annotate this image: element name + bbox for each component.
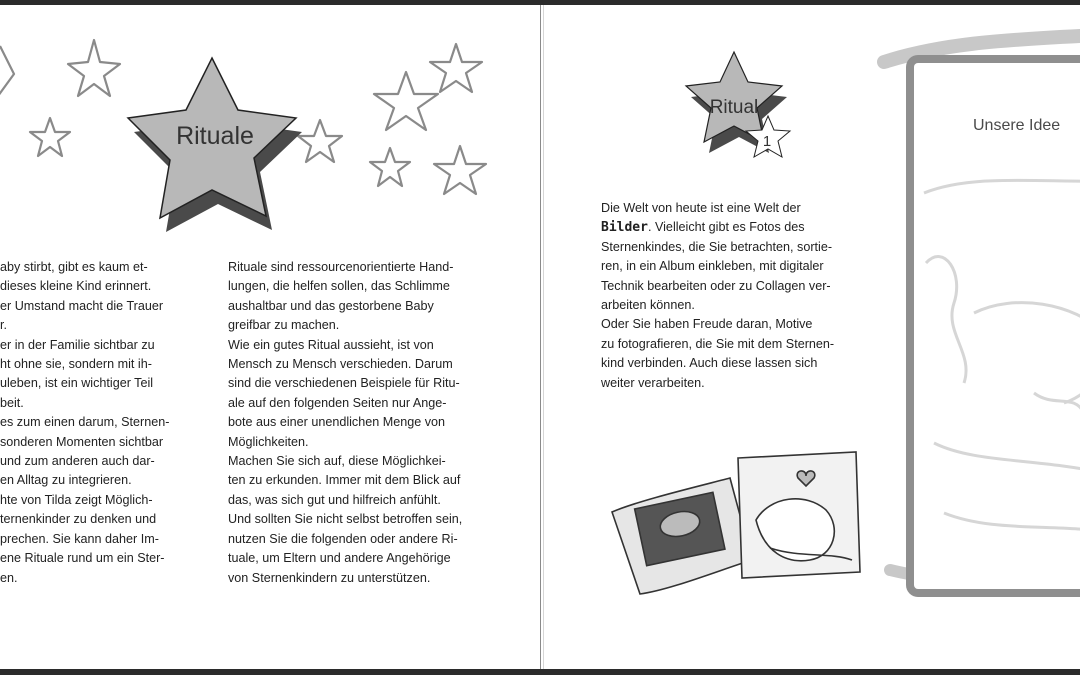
emphasis-word: Bilder xyxy=(601,220,648,236)
text-line: sonderen Momenten sichtbar xyxy=(0,434,164,449)
text-line: und zum anderen auch dar- xyxy=(0,454,155,469)
text-line: nutzen Sie die folgenden oder andere Ri- xyxy=(228,531,458,546)
title-star-label: Rituale xyxy=(176,122,254,150)
text-line: prechen. Sie kann daher Im- xyxy=(0,531,159,546)
left-text-column-b xyxy=(228,258,483,588)
text-fragment: . Vielleicht gibt es Fotos des xyxy=(647,220,805,235)
sketch-star-icon xyxy=(374,72,438,130)
text-line: aby stirbt, gibt es kaum et- xyxy=(0,260,148,274)
text-line: Mensch zu Mensch verschieden. Darum xyxy=(228,357,453,372)
ritual-label: Ritual xyxy=(709,97,759,118)
text-line: en. xyxy=(0,570,18,585)
text-line: ene Rituale rund um ein Ster- xyxy=(0,551,165,566)
text-line: Sternenkindes, die Sie betrachten, sortie- xyxy=(601,239,833,254)
ritual-number: 1 xyxy=(762,133,772,150)
frame-title: Unsere Idee xyxy=(973,117,1061,134)
text-line: Wie ein gutes Ritual aussieht, ist von xyxy=(228,337,434,352)
bottom-edge-bar xyxy=(0,669,1080,675)
text-line: es zum einen darum, Sternen- xyxy=(0,415,170,430)
right-text-column xyxy=(601,199,858,393)
text-line: Rituale sind ressourcenorientierte Hand- xyxy=(228,260,454,274)
sketch-star-icon xyxy=(30,118,70,156)
text-line: er Umstand macht die Trauer xyxy=(0,298,164,313)
text-line: Oder Sie haben Freude daran, Motive xyxy=(601,317,813,332)
text-line: ternenkinder zu denken und xyxy=(0,512,157,527)
text-line: aushaltbar und das gestorbene Baby xyxy=(228,298,434,313)
text-line: hte von Tilda zeigt Möglich- xyxy=(0,492,153,507)
text-line: er in der Familie sichtbar zu xyxy=(0,337,155,352)
text-line: weiter verarbeiten. xyxy=(601,375,705,390)
text-line: das, was sich gut und hilfreich anfühlt. xyxy=(228,492,441,507)
text-line: ren, in ein Album einkleben, mit digitaler xyxy=(601,259,824,274)
text-line: ht ohne sie, sondern mit ih- xyxy=(0,357,152,372)
text-line: greifbar zu machen. xyxy=(228,318,340,333)
sketch-star-icon xyxy=(68,40,120,96)
text-line: beit. xyxy=(0,395,24,410)
text-line: von Sternenkindern zu unterstützen. xyxy=(228,570,431,585)
text-line: kind verbinden. Auch diese lassen sich xyxy=(601,356,818,371)
text-line: lungen, die helfen sollen, das Schlimme xyxy=(228,279,450,294)
text-line-with-emphasis xyxy=(601,218,858,237)
text-line: r. xyxy=(0,318,7,333)
sketch-star-icon xyxy=(298,120,342,162)
text-line: uleben, ist ein wichtiger Teil xyxy=(0,376,154,391)
text-line: arbeiten können. xyxy=(601,298,695,313)
text-line: tuale, um Eltern und andere Angehörige xyxy=(228,551,451,566)
sketch-star-icon xyxy=(434,146,486,194)
text-line: Die Welt von heute ist eine Welt der xyxy=(601,201,801,215)
text-line: Technik bearbeiten oder zu Collagen ver- xyxy=(601,278,831,293)
text-line: ten zu erkunden. Immer mit dem Blick auf xyxy=(228,473,461,488)
text-line: zu fotografieren, die Sie mit dem Sternen- xyxy=(601,336,835,351)
sketch-star-icon xyxy=(430,44,482,92)
sketch-star-icon xyxy=(370,148,410,186)
text-line: Und sollten Sie nicht selbst betroffen sein, xyxy=(228,512,463,527)
text-line: Möglichkeiten. xyxy=(228,434,309,449)
text-line: Machen Sie sich auf, diese Möglichkei- xyxy=(228,454,446,469)
text-line: bote aus einer unendlichen Menge von xyxy=(228,415,446,430)
sketch-star-icon xyxy=(0,46,14,96)
idea-frame xyxy=(906,55,1080,597)
text-line: en Alltag zu integrieren. xyxy=(0,473,132,488)
text-line: dieses kleine Kind erinnert. xyxy=(0,279,152,294)
left-text-column-a xyxy=(0,258,183,588)
faint-sketch-illustration xyxy=(914,63,1080,597)
photos-illustration xyxy=(612,452,860,594)
text-line: ale auf den folgenden Seiten nur Ange- xyxy=(228,395,447,410)
text-line: sind die verschiedenen Beispiele für Ritu- xyxy=(228,376,460,391)
